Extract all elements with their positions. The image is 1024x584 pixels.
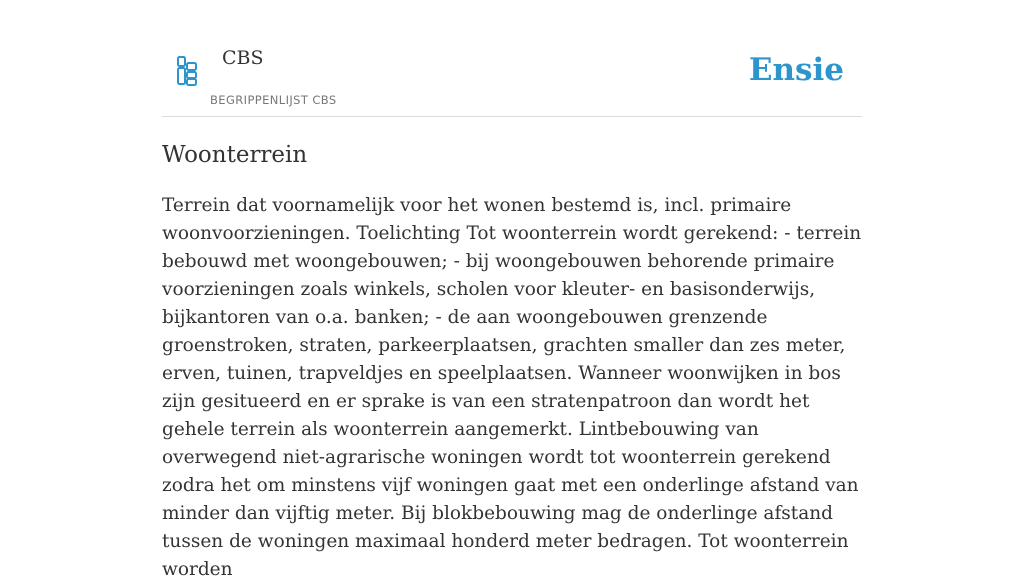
ensie-logo[interactable]: Ensie: [748, 52, 844, 88]
entry-title: Woonterrein: [162, 142, 308, 168]
org-name[interactable]: CBS: [222, 47, 264, 69]
cbs-logo-icon[interactable]: [176, 55, 198, 87]
entry-definition: Terrein dat voornamelijk voor het wonen bestemd is, incl. primaire woonvoorzieningen. Toelichting Tot woonterrein wordt gerekend: - terrein bebouwd met woongebouwen; - bij woongebouwen behorende primaire voorzieningen zoals winkels, scholen voor kleuter- en basisonderwijs, bijkantoren van o.a. banken; - de aan woongebouwen grenzende groenstroken, straten, parkeerplaatsen, grachten smaller dan zes meter, erven, tuinen, trapveldjes en speelplaatsen. Wanneer woonwijken in bos zijn gesitueerd en er sprake is van een stratenpatroon dan wordt het gehele terrein als woonterrein aangemerkt. Lintbebouwing van overwegend niet-agrarische woningen wordt tot woonterrein gerekend zodra het om minstens vijf woningen gaat met een onderlinge afstand van minder dan vijftig meter. Bij blokbebouwing mag de onderlinge afstand tussen de woningen maximaal honderd meter bedragen. Tot woonterrein worden: [162, 195, 862, 580]
header: [162, 0, 862, 117]
glossary-subtitle[interactable]: BEGRIPPENLIJST CBS: [210, 93, 337, 107]
